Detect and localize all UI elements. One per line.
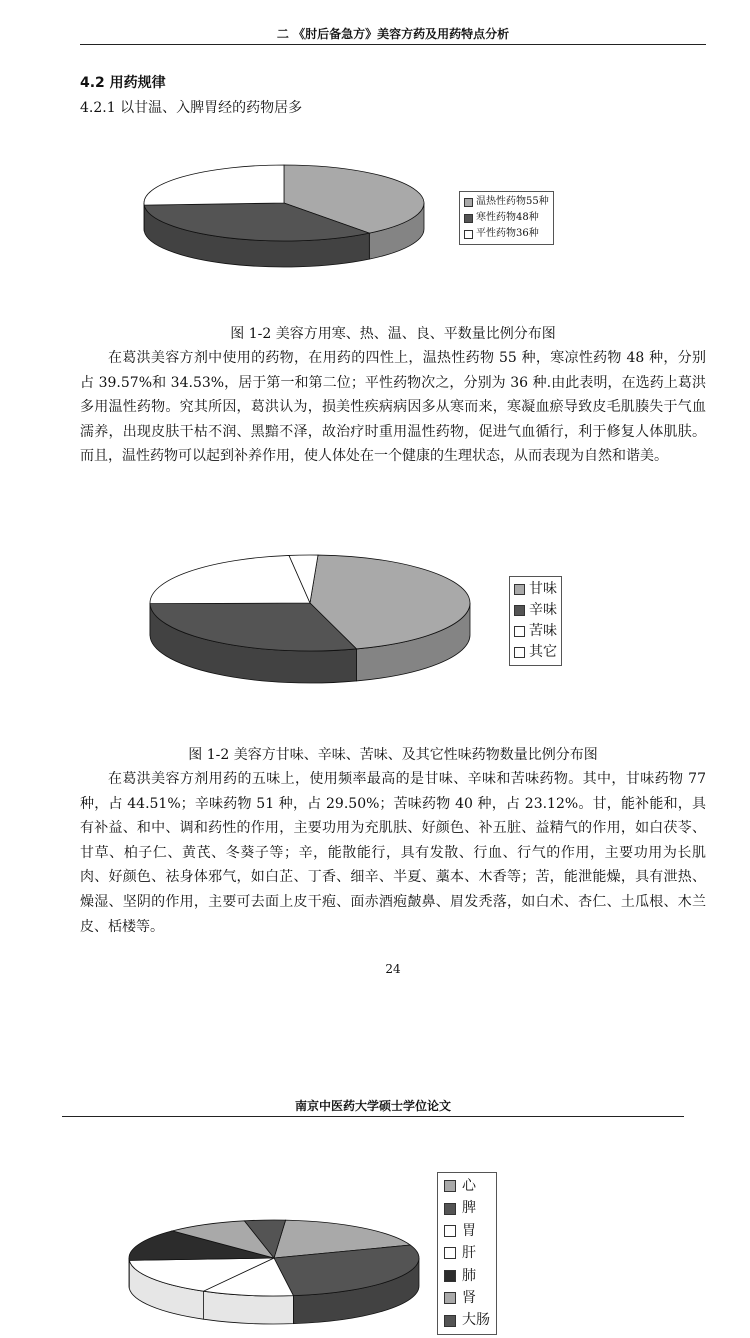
pie-chart-meridian <box>122 1210 432 1338</box>
legend-item <box>464 210 549 226</box>
legend-swatch-icon <box>464 198 473 207</box>
pie-chart-svg <box>142 146 434 276</box>
legend-swatch-icon <box>464 230 473 239</box>
pie-chart-svg <box>146 548 480 688</box>
legend-item <box>444 1265 490 1287</box>
section-title: 4.2 用药规律 <box>80 72 166 92</box>
legend-swatch-icon <box>444 1203 456 1215</box>
legend-swatch-icon <box>464 214 473 223</box>
legend-label: 苦味 <box>529 621 557 642</box>
chart-legend <box>509 576 562 666</box>
legend-swatch-icon <box>444 1315 456 1327</box>
legend-label: 大肠 <box>462 1309 490 1331</box>
subsection-title: 4.2.1 以甘温、入脾胃经的药物居多 <box>80 97 302 117</box>
legend-item <box>444 1175 490 1197</box>
legend-item <box>444 1220 490 1242</box>
legend-label: 肾 <box>462 1287 476 1309</box>
legend-swatch-icon <box>514 584 525 595</box>
pie-chart-temperature <box>142 146 434 280</box>
pie-slice <box>144 165 284 205</box>
legend-label: 甘味 <box>529 579 557 600</box>
chart-legend <box>459 191 554 245</box>
legend-item <box>514 579 557 600</box>
legend-swatch-icon <box>514 647 525 658</box>
legend-item <box>444 1287 490 1309</box>
legend-label: 心 <box>462 1175 476 1197</box>
legend-label: 温热性药物55种 <box>476 194 549 210</box>
body-paragraph: 在葛洪美容方剂中使用的药物，在用药的四性上，温热性药物 55 种，寒凉性药物 48 种，分别占 39.57%和 34.53%，居于第一和第二位；平性药物次之，分别为 36 种.由此表明，在选药上葛洪多用温性药物。究其所因，葛洪认为，损美性疾病病因多从寒而来，寒凝血瘀导致皮毛肌腠失于气血濡养，出现皮肤干枯不润、黑黯不泽，故治疗时重用温性药物，促进气血循行，利于修复人体肌肤。而且，温性药物可以起到补养作用，使人体处在一个健康的生理状态，从而表现为自然和谐美。 <box>80 346 706 469</box>
pie-chart-flavor <box>146 548 480 692</box>
figure-caption: 图 1-2 美容方甘味、辛味、苦味、及其它性味药物数量比例分布图 <box>80 744 706 764</box>
legend-item <box>444 1242 490 1264</box>
legend-swatch-icon <box>444 1270 456 1282</box>
chart-legend <box>437 1172 497 1335</box>
legend-swatch-icon <box>444 1247 456 1259</box>
legend-label: 平性药物36种 <box>476 226 539 242</box>
legend-swatch-icon <box>514 605 525 616</box>
legend-item <box>464 194 549 210</box>
legend-item <box>464 226 549 242</box>
legend-label: 辛味 <box>529 600 557 621</box>
pie-slice <box>150 555 310 603</box>
legend-label: 肺 <box>462 1265 476 1287</box>
legend-item <box>514 642 557 663</box>
legend-label: 其它 <box>529 642 557 663</box>
legend-swatch-icon <box>444 1225 456 1237</box>
body-paragraph: 在葛洪美容方剂用药的五味上，使用频率最高的是甘味、辛味和苦味药物。其中，甘味药物 77 种，占 44.51%；辛味药物 51 种，占 29.50%；苦味药物 40 种，占 23.12%。甘，能补能和，具有补益、和中、调和药性的作用，主要功用为充肌肤、好颜色、补五脏、益精气的作用，如白茯苓、甘草、柏子仁、黄芪、冬葵子等；辛，能散能行，具有发散、行血、行气的作用，主要功用为长肌肉、好颜色、祛身体邪气，如白芷、丁香、细辛、半夏、藁本、木香等；苦，能泄能燥，具有泄热、燥湿、坚阴的作用，主要可去面上皮干疱、面赤酒疱皶鼻、眉发秃落，如白术、杏仁、土瓜根、木兰皮、栝楼等。 <box>80 767 706 939</box>
legend-swatch-icon <box>444 1180 456 1192</box>
legend-item <box>444 1197 490 1219</box>
legend-label: 脾 <box>462 1197 476 1219</box>
legend-label: 寒性药物48种 <box>476 210 539 226</box>
figure-caption: 图 1-2 美容方用寒、热、温、良、平数量比例分布图 <box>80 323 706 343</box>
legend-item <box>514 621 557 642</box>
legend-item <box>444 1309 490 1331</box>
legend-item <box>514 600 557 621</box>
pie-chart-svg <box>122 1210 432 1334</box>
legend-label: 胃 <box>462 1220 476 1242</box>
running-head: 二 《肘后备急方》美容方药及用药特点分析 <box>80 24 706 45</box>
legend-swatch-icon <box>514 626 525 637</box>
legend-swatch-icon <box>444 1292 456 1304</box>
page-number: 24 <box>80 962 706 976</box>
running-head: 南京中医药大学硕士学位论文 <box>62 1096 684 1117</box>
legend-label: 肝 <box>462 1242 476 1264</box>
